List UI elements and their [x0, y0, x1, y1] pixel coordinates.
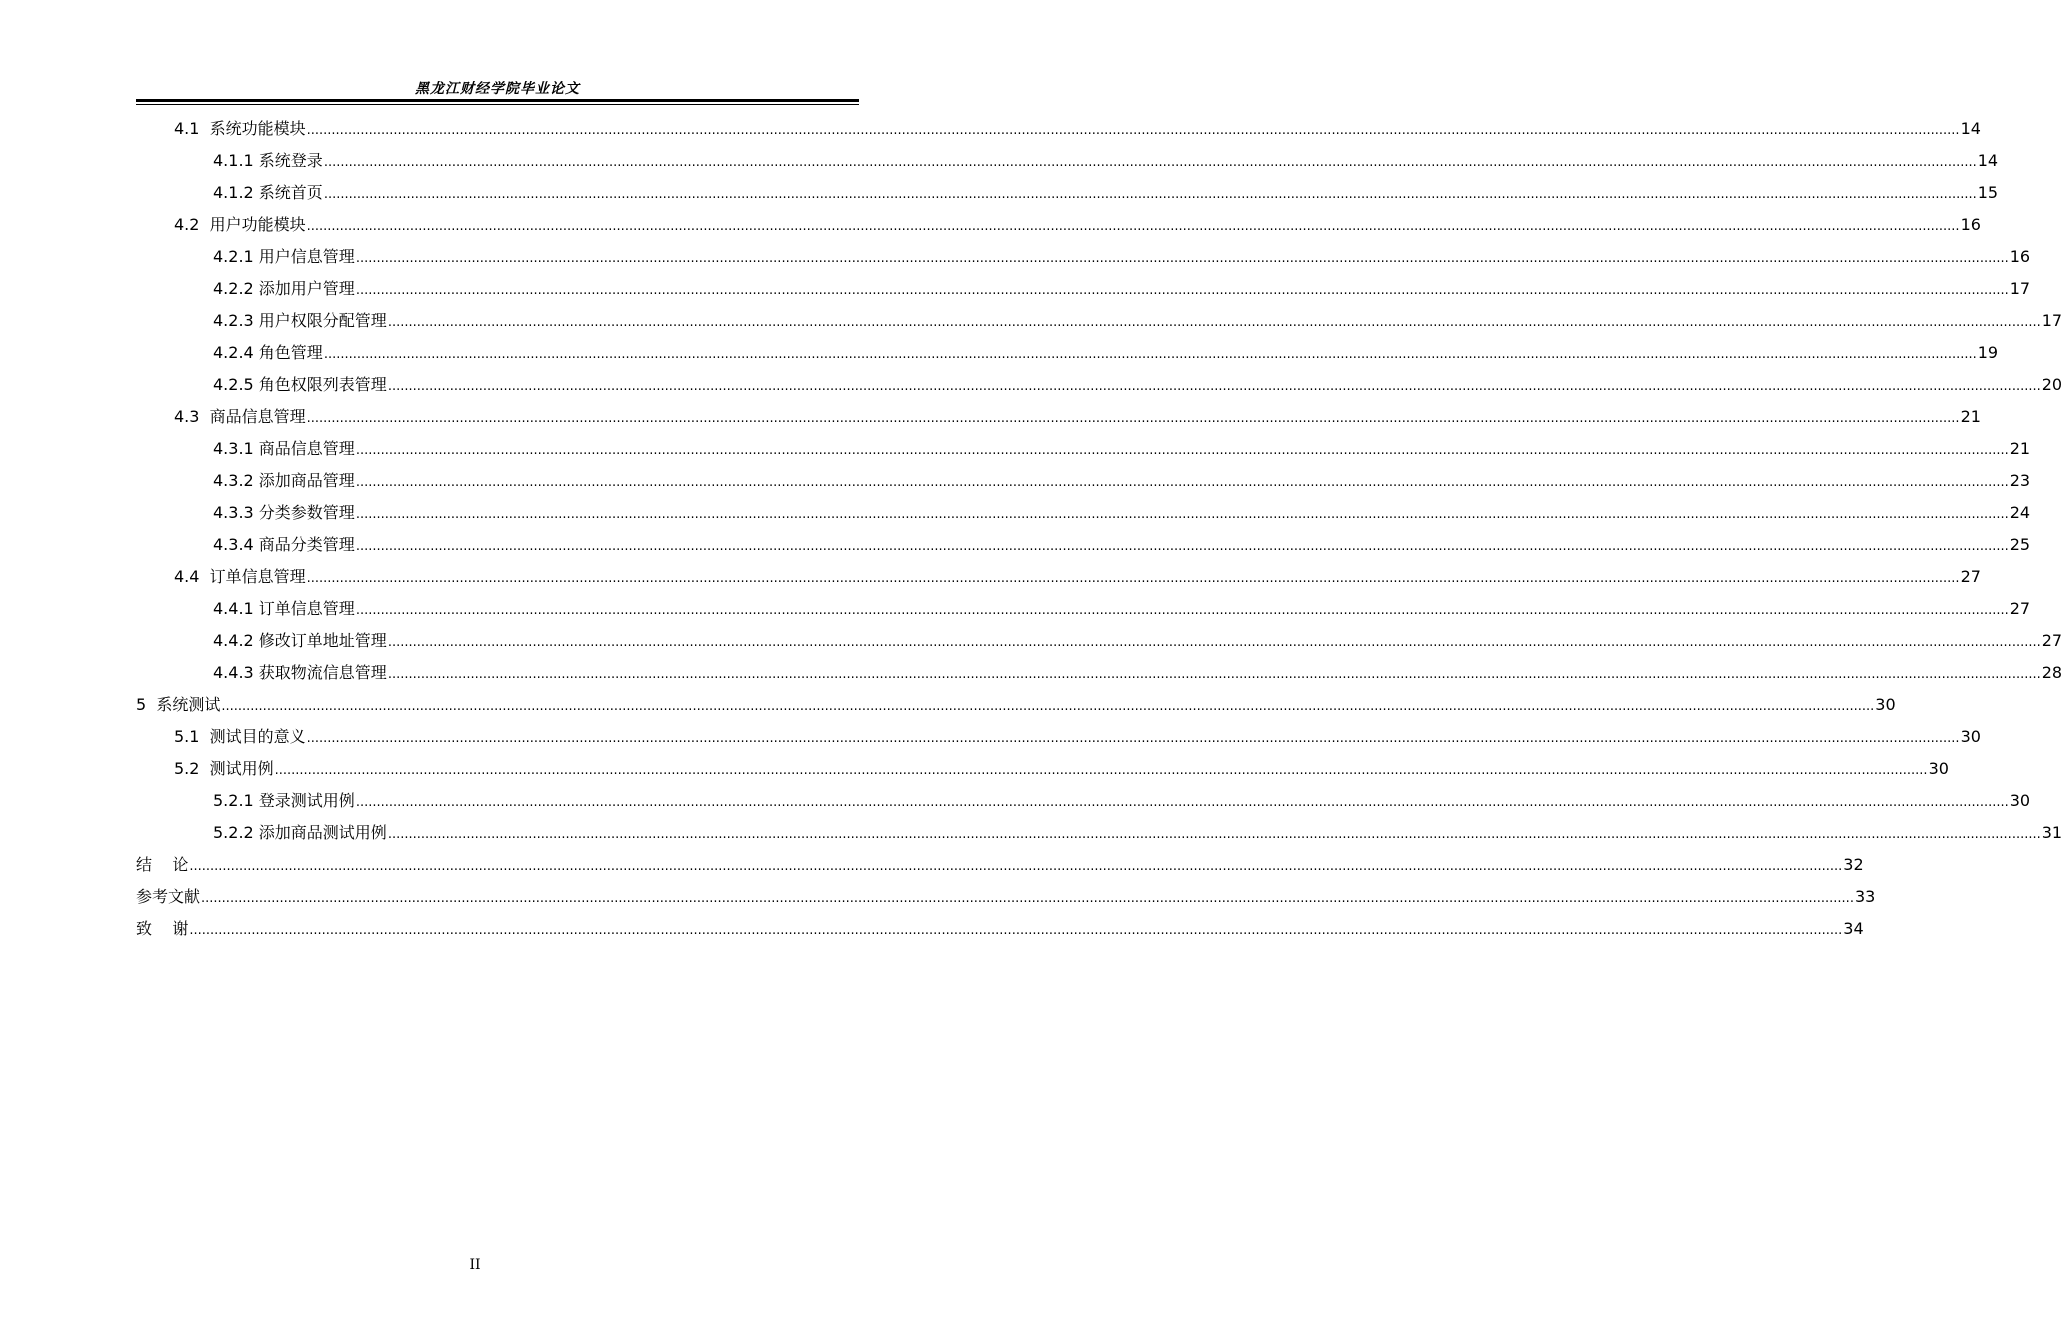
- toc-entry-page: 14: [1960, 119, 1981, 138]
- toc-entry-page: 19: [1977, 343, 1999, 362]
- toc-leader-dots: ................................................................................................................................................................................................................................................................................................................................................................................................................: [306, 571, 1960, 586]
- toc-entry-page: 30: [1960, 727, 1981, 746]
- toc-entry-page: 16: [1960, 215, 1981, 234]
- toc-leader-dots: ................................................................................................................................................................................................................................................................................................................................................................................................................: [387, 827, 2041, 842]
- toc-entry[interactable]: [213, 597, 2031, 621]
- toc-entry[interactable]: [213, 277, 2031, 301]
- toc-entry-page: 27: [2041, 631, 2062, 650]
- toc-leader-dots: ................................................................................................................................................................................................................................................................................................................................................................................................................: [355, 443, 2009, 458]
- toc-entry-label: 4.1.2 系统首页: [213, 183, 323, 202]
- toc-entry-label: 4.3.4 商品分类管理: [213, 535, 355, 554]
- toc-entry-label: 4.4 订单信息管理: [174, 567, 306, 586]
- toc-leader-dots: ................................................................................................................................................................................................................................................................................................................................................................................................................: [323, 187, 1977, 202]
- toc-entry-label: 4.3.2 添加商品管理: [213, 471, 355, 490]
- toc-entry-label: 5.1 测试目的意义: [174, 727, 306, 746]
- toc-entry-label: 4.2.2 添加用户管理: [213, 279, 355, 298]
- toc-entry[interactable]: [136, 693, 1896, 717]
- toc-entry[interactable]: [213, 629, 2062, 653]
- toc-entry[interactable]: [213, 245, 2031, 269]
- toc-entry-label: 4.2.5 角色权限列表管理: [213, 375, 387, 394]
- header-rule-thin: [136, 104, 859, 105]
- toc-entry[interactable]: [136, 885, 1876, 909]
- toc-entry-label: 4.3 商品信息管理: [174, 407, 306, 426]
- toc-leader-dots: ................................................................................................................................................................................................................................................................................................................................................................................................................: [306, 411, 1960, 426]
- toc-leader-dots: ................................................................................................................................................................................................................................................................................................................................................................................................................: [306, 219, 1960, 234]
- toc-entry-page: 14: [1977, 151, 1999, 170]
- toc-entry-page: 33: [1854, 887, 1876, 906]
- toc-entry-label: 参考文献: [136, 887, 201, 906]
- toc-entry-page: 30: [1928, 759, 1949, 778]
- toc-entry-label: 5.2 测试用例: [174, 759, 274, 778]
- toc-entry[interactable]: [213, 661, 2062, 685]
- toc-entry-label: 4.1.1 系统登录: [213, 151, 323, 170]
- toc-entry[interactable]: [136, 853, 1864, 877]
- toc-leader-dots: ................................................................................................................................................................................................................................................................................................................................................................................................................: [189, 923, 1843, 938]
- toc-entry[interactable]: [213, 341, 1999, 365]
- toc-entry-page: 21: [2009, 439, 2031, 458]
- toc-entry[interactable]: [213, 533, 2031, 557]
- header-rule-thick: [136, 99, 859, 102]
- toc-entry[interactable]: [213, 373, 2062, 397]
- toc-leader-dots: ................................................................................................................................................................................................................................................................................................................................................................................................................: [201, 891, 1854, 906]
- toc-entry-label: 4.2.4 角色管理: [213, 343, 323, 362]
- toc-entry-label: 5.2.1 登录测试用例: [213, 791, 355, 810]
- toc-leader-dots: ................................................................................................................................................................................................................................................................................................................................................................................................................: [221, 699, 1875, 714]
- toc-entry[interactable]: [174, 213, 1981, 237]
- toc-entry-page: 24: [2009, 503, 2031, 522]
- toc-entry[interactable]: [174, 757, 1949, 781]
- toc-leader-dots: ................................................................................................................................................................................................................................................................................................................................................................................................................: [355, 603, 2009, 618]
- toc-leader-dots: ................................................................................................................................................................................................................................................................................................................................................................................................................: [306, 123, 1960, 138]
- toc-entry[interactable]: [136, 917, 1864, 941]
- toc-leader-dots: ................................................................................................................................................................................................................................................................................................................................................................................................................: [323, 155, 1977, 170]
- toc-entry-label: 4.3.3 分类参数管理: [213, 503, 355, 522]
- toc-entry[interactable]: [213, 149, 1999, 173]
- toc-entry-page: 17: [2041, 311, 2062, 330]
- toc-entry[interactable]: [174, 117, 1981, 141]
- toc-entry[interactable]: [213, 501, 2031, 525]
- toc-entry[interactable]: [213, 469, 2031, 493]
- toc-entry[interactable]: [213, 181, 1999, 205]
- toc-entry[interactable]: [213, 821, 2062, 845]
- toc-entry-label: 5 系统测试: [136, 695, 221, 714]
- toc-entry-page: 31: [2041, 823, 2062, 842]
- toc-entry[interactable]: [213, 789, 2031, 813]
- toc-leader-dots: ................................................................................................................................................................................................................................................................................................................................................................................................................: [306, 731, 1960, 746]
- toc-leader-dots: ................................................................................................................................................................................................................................................................................................................................................................................................................: [387, 379, 2041, 394]
- toc-entry[interactable]: [174, 565, 1981, 589]
- toc-leader-dots: ................................................................................................................................................................................................................................................................................................................................................................................................................: [355, 539, 2009, 554]
- toc-leader-dots: ................................................................................................................................................................................................................................................................................................................................................................................................................: [189, 859, 1843, 874]
- toc-leader-dots: ................................................................................................................................................................................................................................................................................................................................................................................................................: [323, 347, 1977, 362]
- toc-entry-label: 4.4.3 获取物流信息管理: [213, 663, 387, 682]
- toc-entry-page: 17: [2009, 279, 2031, 298]
- toc-leader-dots: ................................................................................................................................................................................................................................................................................................................................................................................................................: [355, 795, 2009, 810]
- toc-entry-page: 32: [1843, 855, 1864, 874]
- toc-entry-page: 27: [1960, 567, 1981, 586]
- toc-entry-label: 结 论: [136, 855, 189, 874]
- toc-leader-dots: ................................................................................................................................................................................................................................................................................................................................................................................................................: [274, 763, 1928, 778]
- toc-leader-dots: ................................................................................................................................................................................................................................................................................................................................................................................................................: [387, 315, 2041, 330]
- toc-leader-dots: ................................................................................................................................................................................................................................................................................................................................................................................................................: [387, 667, 2041, 682]
- toc-entry-label: 4.2 用户功能模块: [174, 215, 306, 234]
- toc-entry[interactable]: [174, 405, 1981, 429]
- toc-leader-dots: ................................................................................................................................................................................................................................................................................................................................................................................................................: [355, 283, 2009, 298]
- toc-entry-page: 30: [2009, 791, 2031, 810]
- toc-entry-page: 30: [1875, 695, 1896, 714]
- toc-entry-page: 27: [2009, 599, 2031, 618]
- toc-entry[interactable]: [213, 309, 2062, 333]
- toc-entry[interactable]: [174, 725, 1981, 749]
- toc-entry-label: 4.1 系统功能模块: [174, 119, 306, 138]
- toc-entry[interactable]: [213, 437, 2031, 461]
- toc-entry-page: 15: [1977, 183, 1999, 202]
- toc-entry-page: 28: [2041, 663, 2062, 682]
- toc-entry-page: 23: [2009, 471, 2031, 490]
- toc-leader-dots: ................................................................................................................................................................................................................................................................................................................................................................................................................: [355, 507, 2009, 522]
- toc-entry-page: 20: [2041, 375, 2062, 394]
- toc-entry-label: 4.3.1 商品信息管理: [213, 439, 355, 458]
- toc-leader-dots: ................................................................................................................................................................................................................................................................................................................................................................................................................: [355, 475, 2009, 490]
- toc-leader-dots: ................................................................................................................................................................................................................................................................................................................................................................................................................: [387, 635, 2041, 650]
- toc-entry-label: 4.2.3 用户权限分配管理: [213, 311, 387, 330]
- toc-entry-page: 16: [2009, 247, 2031, 266]
- toc-entry-page: 21: [1960, 407, 1981, 426]
- toc-entry-label: 5.2.2 添加商品测试用例: [213, 823, 387, 842]
- page-header-title: 黑龙江财经学院毕业论文: [415, 81, 580, 97]
- toc-entry-page: 25: [2009, 535, 2031, 554]
- toc-entry-label: 4.4.1 订单信息管理: [213, 599, 355, 618]
- page-number: II: [469, 1257, 481, 1273]
- toc-leader-dots: ................................................................................................................................................................................................................................................................................................................................................................................................................: [355, 251, 2009, 266]
- toc-entry-page: 34: [1843, 919, 1864, 938]
- toc-entry-label: 致 谢: [136, 919, 189, 938]
- toc-entry-label: 4.2.1 用户信息管理: [213, 247, 355, 266]
- toc-entry-label: 4.4.2 修改订单地址管理: [213, 631, 387, 650]
